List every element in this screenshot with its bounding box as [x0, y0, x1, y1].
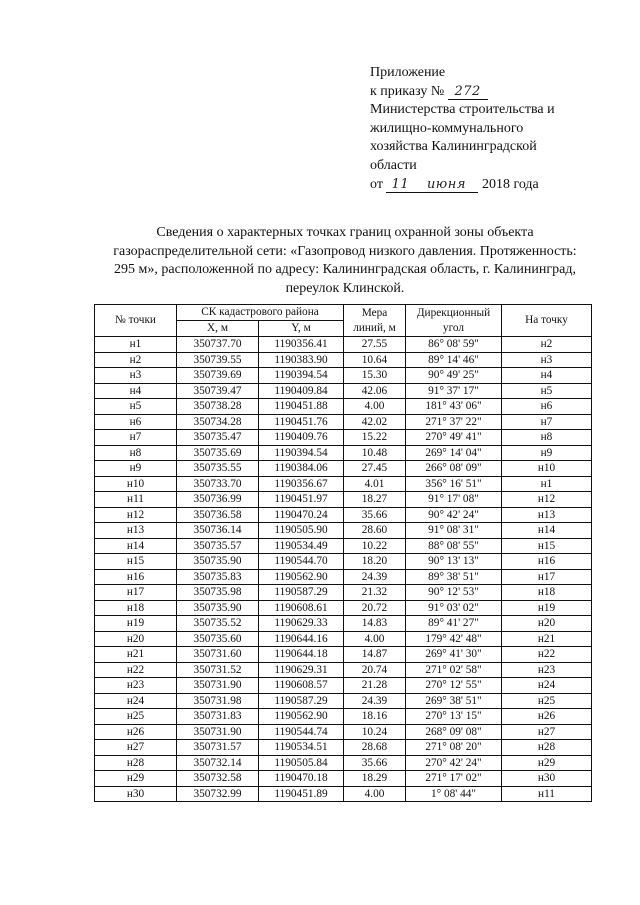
- table-row: [95, 709, 592, 725]
- cell-angle: 91° 37' 17": [406, 383, 502, 399]
- cell-length: 35.66: [344, 755, 406, 771]
- cell-angle: 266° 08' 09": [406, 461, 502, 477]
- header-direction-line1: Дирекционный: [416, 306, 491, 319]
- cell-length: 21.32: [344, 585, 406, 601]
- cell-to-point: н18: [502, 585, 592, 601]
- cell-point: н12: [95, 507, 177, 523]
- table-row: [95, 538, 592, 554]
- cell-point: н6: [95, 414, 177, 430]
- cell-y: 1190534.51: [259, 740, 344, 756]
- cell-length: 10.64: [344, 352, 406, 368]
- cell-to-point: н8: [502, 430, 592, 446]
- cell-point: н29: [95, 771, 177, 787]
- cell-y: 1190451.89: [259, 786, 344, 802]
- cell-angle: 181° 43' 06": [406, 399, 502, 415]
- cell-point: н1: [95, 337, 177, 353]
- table-row: [95, 383, 592, 399]
- cell-length: 42.02: [344, 414, 406, 430]
- cell-to-point: н21: [502, 631, 592, 647]
- cell-to-point: н9: [502, 445, 592, 461]
- cell-y: 1190608.61: [259, 600, 344, 616]
- title-line: газораспределительной сети: «Газопровод низкого давления. Протяженность:: [113, 243, 577, 259]
- table-row: [95, 740, 592, 756]
- cell-y: 1190562.90: [259, 569, 344, 585]
- cell-length: 10.48: [344, 445, 406, 461]
- cell-to-point: н11: [502, 786, 592, 802]
- date-month-field: [414, 178, 478, 193]
- cell-x: 350734.28: [177, 414, 259, 430]
- cell-x: 350731.90: [177, 724, 259, 740]
- cell-y: 1190451.88: [259, 399, 344, 415]
- cell-length: 14.83: [344, 616, 406, 632]
- cell-x: 350736.14: [177, 523, 259, 539]
- cell-length: 18.20: [344, 554, 406, 570]
- cell-x: 350731.57: [177, 740, 259, 756]
- cell-point: н11: [95, 492, 177, 508]
- table-row: [95, 352, 592, 368]
- cell-length: 4.00: [344, 631, 406, 647]
- cell-angle: 88° 08' 55": [406, 538, 502, 554]
- cell-angle: 270° 12' 55": [406, 678, 502, 694]
- table-row: [95, 678, 592, 694]
- cell-x: 350731.52: [177, 662, 259, 678]
- document-title: [80, 224, 610, 298]
- cell-angle: 271° 08' 20": [406, 740, 502, 756]
- cell-x: 350739.69: [177, 368, 259, 384]
- cell-length: 4.00: [344, 786, 406, 802]
- cell-x: 350735.83: [177, 569, 259, 585]
- cell-length: 18.16: [344, 709, 406, 725]
- cell-x: 350738.28: [177, 399, 259, 415]
- cell-x: 350732.99: [177, 786, 259, 802]
- appendix-line: Приложение: [370, 65, 446, 80]
- cell-angle: 1° 08' 44": [406, 786, 502, 802]
- table-row: [95, 368, 592, 384]
- header-measure-line2: линий, м: [353, 321, 396, 334]
- header-measure-line1: Мера: [361, 306, 388, 319]
- cell-y: 1190394.54: [259, 368, 344, 384]
- cell-y: 1190544.70: [259, 554, 344, 570]
- cell-x: 350735.69: [177, 445, 259, 461]
- cell-to-point: н22: [502, 647, 592, 663]
- cell-angle: 356° 16' 51": [406, 476, 502, 492]
- cell-y: 1190383.90: [259, 352, 344, 368]
- cell-y: 1190470.24: [259, 507, 344, 523]
- table-row: [95, 337, 592, 353]
- table-row: [95, 399, 592, 415]
- cell-y: 1190409.84: [259, 383, 344, 399]
- cell-x: 350731.90: [177, 678, 259, 694]
- order-prefix: к приказу №: [370, 83, 445, 99]
- cell-x: 350732.14: [177, 755, 259, 771]
- cell-angle: 269° 14' 04": [406, 445, 502, 461]
- points-table-wrapper: [94, 304, 592, 802]
- cell-to-point: н28: [502, 740, 592, 756]
- cell-length: 4.01: [344, 476, 406, 492]
- cell-y: 1190470.18: [259, 771, 344, 787]
- cell-to-point: н25: [502, 693, 592, 709]
- table-row: [95, 616, 592, 632]
- order-date-line: [370, 176, 632, 195]
- cell-point: н26: [95, 724, 177, 740]
- cell-length: 10.24: [344, 724, 406, 740]
- cell-to-point: н29: [502, 755, 592, 771]
- date-day: 11: [391, 176, 410, 192]
- cell-to-point: н24: [502, 678, 592, 694]
- cell-to-point: н16: [502, 554, 592, 570]
- cell-angle: 90° 12' 53": [406, 585, 502, 601]
- cell-to-point: н17: [502, 569, 592, 585]
- cell-to-point: н12: [502, 492, 592, 508]
- cell-length: 15.30: [344, 368, 406, 384]
- cell-y: 1190644.16: [259, 631, 344, 647]
- table-row: [95, 647, 592, 663]
- table-row: [95, 724, 592, 740]
- cell-y: 1190356.41: [259, 337, 344, 353]
- cell-length: 20.72: [344, 600, 406, 616]
- table-row: [95, 693, 592, 709]
- cell-angle: 91° 03' 02": [406, 600, 502, 616]
- cell-point: н18: [95, 600, 177, 616]
- cell-length: 10.22: [344, 538, 406, 554]
- table-row: [95, 414, 592, 430]
- cell-y: 1190384.06: [259, 461, 344, 477]
- cell-to-point: н15: [502, 538, 592, 554]
- cell-to-point: н4: [502, 368, 592, 384]
- cell-to-point: н6: [502, 399, 592, 415]
- date-prefix: от: [370, 176, 383, 192]
- header-direction: [406, 305, 502, 337]
- cell-angle: 271° 37' 22": [406, 414, 502, 430]
- cell-to-point: н14: [502, 523, 592, 539]
- cell-x: 350735.47: [177, 430, 259, 446]
- table-row: [95, 786, 592, 802]
- date-month: июня: [426, 176, 466, 192]
- appendix-line: жилищно-коммунального: [370, 120, 524, 136]
- cell-angle: 90° 13' 13": [406, 554, 502, 570]
- cell-to-point: н26: [502, 709, 592, 725]
- cell-x: 350735.90: [177, 554, 259, 570]
- cell-angle: 270° 49' 41": [406, 430, 502, 446]
- cell-point: н15: [95, 554, 177, 570]
- cell-x: 350736.99: [177, 492, 259, 508]
- header-to-point: На точку: [502, 305, 592, 337]
- cell-point: н8: [95, 445, 177, 461]
- cell-angle: 271° 02' 58": [406, 662, 502, 678]
- cell-y: 1190587.29: [259, 693, 344, 709]
- cell-y: 1190505.84: [259, 755, 344, 771]
- cell-point: н2: [95, 352, 177, 368]
- cell-length: 24.39: [344, 693, 406, 709]
- cell-x: 350736.58: [177, 507, 259, 523]
- cell-x: 350735.57: [177, 538, 259, 554]
- cell-angle: 268° 09' 08": [406, 724, 502, 740]
- cell-length: 27.55: [344, 337, 406, 353]
- cell-point: н3: [95, 368, 177, 384]
- cell-to-point: н2: [502, 337, 592, 353]
- table-row: [95, 569, 592, 585]
- order-number-handwritten: [448, 85, 488, 100]
- cell-angle: 91° 08' 31": [406, 523, 502, 539]
- header-sk: СК кадастрового района: [177, 305, 344, 321]
- table-row: [95, 771, 592, 787]
- cell-point: н16: [95, 569, 177, 585]
- appendix-line: хозяйства Калининградской: [370, 139, 537, 155]
- cell-length: 24.39: [344, 569, 406, 585]
- table-row: [95, 755, 592, 771]
- cell-x: 350739.47: [177, 383, 259, 399]
- table-body: [95, 337, 592, 802]
- cell-point: н17: [95, 585, 177, 601]
- table-row: [95, 631, 592, 647]
- cell-angle: 91° 17' 08": [406, 492, 502, 508]
- cell-point: н30: [95, 786, 177, 802]
- cell-x: 350735.52: [177, 616, 259, 632]
- cell-to-point: н3: [502, 352, 592, 368]
- table-row: [95, 600, 592, 616]
- cell-to-point: н10: [502, 461, 592, 477]
- cell-y: 1190409.76: [259, 430, 344, 446]
- header-y: Y, м: [259, 321, 344, 337]
- cell-angle: 89° 14' 46": [406, 352, 502, 368]
- cell-y: 1190534.49: [259, 538, 344, 554]
- table-row: [95, 445, 592, 461]
- table-row: [95, 507, 592, 523]
- cell-y: 1190544.74: [259, 724, 344, 740]
- title-line: переулок Клинской.: [285, 280, 405, 296]
- cell-x: 350735.60: [177, 631, 259, 647]
- cell-to-point: н27: [502, 724, 592, 740]
- cell-length: 18.29: [344, 771, 406, 787]
- cell-point: н22: [95, 662, 177, 678]
- cell-length: 28.60: [344, 523, 406, 539]
- cell-point: н24: [95, 693, 177, 709]
- table-row: [95, 476, 592, 492]
- cell-length: 28.68: [344, 740, 406, 756]
- cell-x: 350735.90: [177, 600, 259, 616]
- cell-to-point: н7: [502, 414, 592, 430]
- cell-length: 21.28: [344, 678, 406, 694]
- cell-angle: 270° 13' 15": [406, 709, 502, 725]
- cell-length: 4.00: [344, 399, 406, 415]
- header-measure: [344, 305, 406, 337]
- cell-point: н27: [95, 740, 177, 756]
- header-direction-line2: угол: [442, 321, 465, 334]
- points-table: [94, 304, 592, 802]
- cell-angle: 89° 41' 27": [406, 616, 502, 632]
- table-row: [95, 554, 592, 570]
- cell-length: 27.45: [344, 461, 406, 477]
- cell-x: 350735.98: [177, 585, 259, 601]
- table-row: [95, 492, 592, 508]
- cell-point: н9: [95, 461, 177, 477]
- cell-angle: 179° 42' 48": [406, 631, 502, 647]
- cell-x: 350739.55: [177, 352, 259, 368]
- cell-y: 1190644.18: [259, 647, 344, 663]
- cell-to-point: н20: [502, 616, 592, 632]
- cell-length: 14.87: [344, 647, 406, 663]
- table-row: [95, 585, 592, 601]
- cell-y: 1190629.31: [259, 662, 344, 678]
- cell-angle: 90° 49' 25": [406, 368, 502, 384]
- cell-to-point: н1: [502, 476, 592, 492]
- cell-x: 350731.60: [177, 647, 259, 663]
- cell-length: 18.27: [344, 492, 406, 508]
- title-line: Сведения о характерных точках границ охранной зоны объекта: [156, 225, 534, 240]
- cell-y: 1190505.90: [259, 523, 344, 539]
- cell-y: 1190394.54: [259, 445, 344, 461]
- cell-angle: 269° 41' 30": [406, 647, 502, 663]
- cell-to-point: н13: [502, 507, 592, 523]
- cell-point: н14: [95, 538, 177, 554]
- cell-point: н20: [95, 631, 177, 647]
- cell-length: 35.66: [344, 507, 406, 523]
- table-row: [95, 523, 592, 539]
- cell-point: н10: [95, 476, 177, 492]
- cell-y: 1190451.97: [259, 492, 344, 508]
- cell-angle: 269° 38' 51": [406, 693, 502, 709]
- cell-angle: 271° 17' 02": [406, 771, 502, 787]
- cell-length: 20.74: [344, 662, 406, 678]
- cell-y: 1190608.57: [259, 678, 344, 694]
- appendix-line: Министерства строительства и: [370, 102, 555, 118]
- cell-angle: 270° 42' 24": [406, 755, 502, 771]
- cell-point: н4: [95, 383, 177, 399]
- cell-point: н5: [95, 399, 177, 415]
- header-point: № точки: [95, 305, 177, 337]
- cell-length: 42.06: [344, 383, 406, 399]
- cell-y: 1190451.76: [259, 414, 344, 430]
- table-row: [95, 662, 592, 678]
- cell-to-point: н19: [502, 600, 592, 616]
- cell-x: 350733.70: [177, 476, 259, 492]
- cell-y: 1190356.67: [259, 476, 344, 492]
- cell-x: 350735.55: [177, 461, 259, 477]
- cell-point: н7: [95, 430, 177, 446]
- cell-x: 350731.83: [177, 709, 259, 725]
- cell-point: н19: [95, 616, 177, 632]
- cell-point: н23: [95, 678, 177, 694]
- cell-length: 15.22: [344, 430, 406, 446]
- cell-x: 350732.58: [177, 771, 259, 787]
- appendix-block: [370, 64, 632, 194]
- cell-angle: 90° 42' 24": [406, 507, 502, 523]
- cell-point: н21: [95, 647, 177, 663]
- cell-x: 350731.98: [177, 693, 259, 709]
- table-row: [95, 430, 592, 446]
- header-x: X, м: [177, 321, 259, 337]
- cell-to-point: н23: [502, 662, 592, 678]
- order-number-line: [370, 83, 632, 102]
- appendix-line: области: [370, 157, 417, 173]
- title-line: 295 м», расположенной по адресу: Калининградская область, г. Калининград,: [114, 262, 576, 277]
- cell-y: 1190629.33: [259, 616, 344, 632]
- date-suffix: 2018 года: [481, 176, 539, 192]
- cell-point: н13: [95, 523, 177, 539]
- cell-x: 350737.70: [177, 337, 259, 353]
- cell-angle: 86° 08' 59": [406, 337, 502, 353]
- date-day-field: [386, 178, 414, 193]
- cell-to-point: н30: [502, 771, 592, 787]
- table-row: [95, 461, 592, 477]
- cell-to-point: н5: [502, 383, 592, 399]
- cell-y: 1190587.29: [259, 585, 344, 601]
- order-number: 272: [454, 83, 481, 99]
- cell-y: 1190562.90: [259, 709, 344, 725]
- cell-point: н28: [95, 755, 177, 771]
- cell-point: н25: [95, 709, 177, 725]
- cell-angle: 89° 38' 51": [406, 569, 502, 585]
